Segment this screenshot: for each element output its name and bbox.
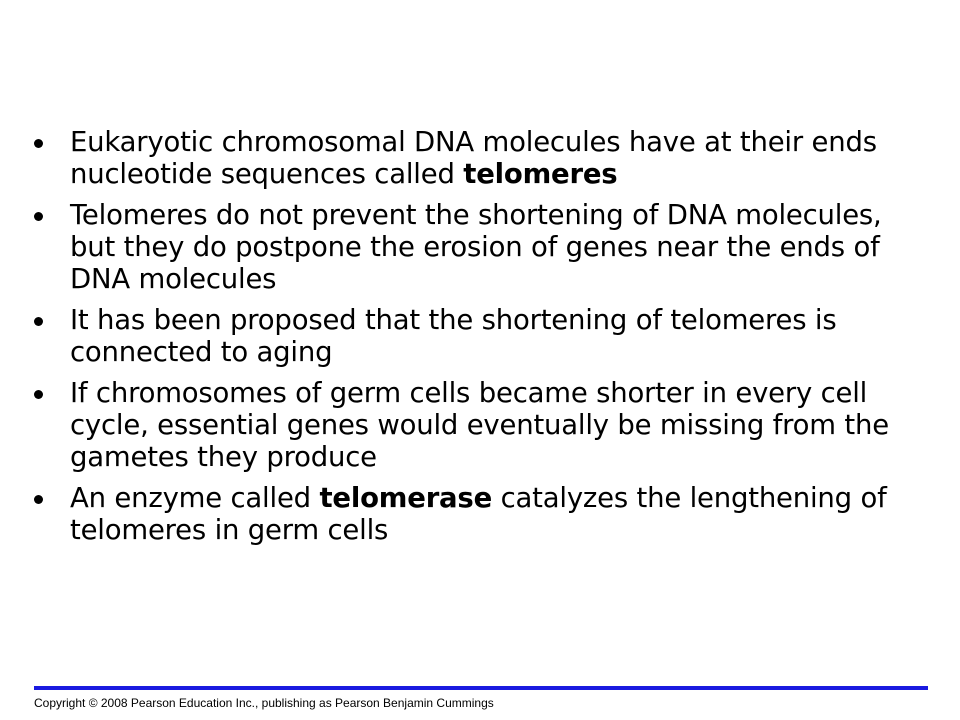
bullet-text: If chromosomes of germ cells became shorter in every cell cycle, essential genes would eventually be missing from the gametes they produce (70, 377, 889, 473)
bullet-text: It has been proposed that the shortening of telomeres is connected to aging (70, 304, 837, 368)
bullet-term-telomeres: telomeres (463, 158, 618, 190)
bullet-text: Telomeres do not prevent the shortening of DNA molecules, but they do postpone the erosion of genes near the ends of DNA molecules (70, 199, 882, 295)
bullet-item (34, 304, 914, 368)
footer-divider (34, 686, 928, 690)
bullet-text: catalyzes the lengthening of telomeres in germ cells (70, 482, 887, 546)
bullet-item (34, 199, 914, 295)
bullet-term-telomerase: telomerase (319, 482, 493, 514)
bullet-dot-icon (34, 495, 43, 504)
bullet-dot-icon (34, 317, 43, 326)
bullet-item (34, 126, 914, 190)
bullet-dot-icon (34, 390, 43, 399)
copyright-notice: Copyright © 2008 Pearson Education Inc., publishing as Pearson Benjamin Cummings (34, 696, 494, 710)
bullet-dot-icon (34, 212, 43, 221)
bullet-dot-icon (34, 139, 43, 148)
bullet-item (34, 482, 914, 546)
bullet-list (34, 126, 914, 555)
bullet-text: Eukaryotic chromosomal DNA molecules have at their ends nucleotide sequences called (70, 126, 877, 190)
bullet-text: An enzyme called (70, 482, 320, 514)
bullet-item (34, 377, 914, 473)
